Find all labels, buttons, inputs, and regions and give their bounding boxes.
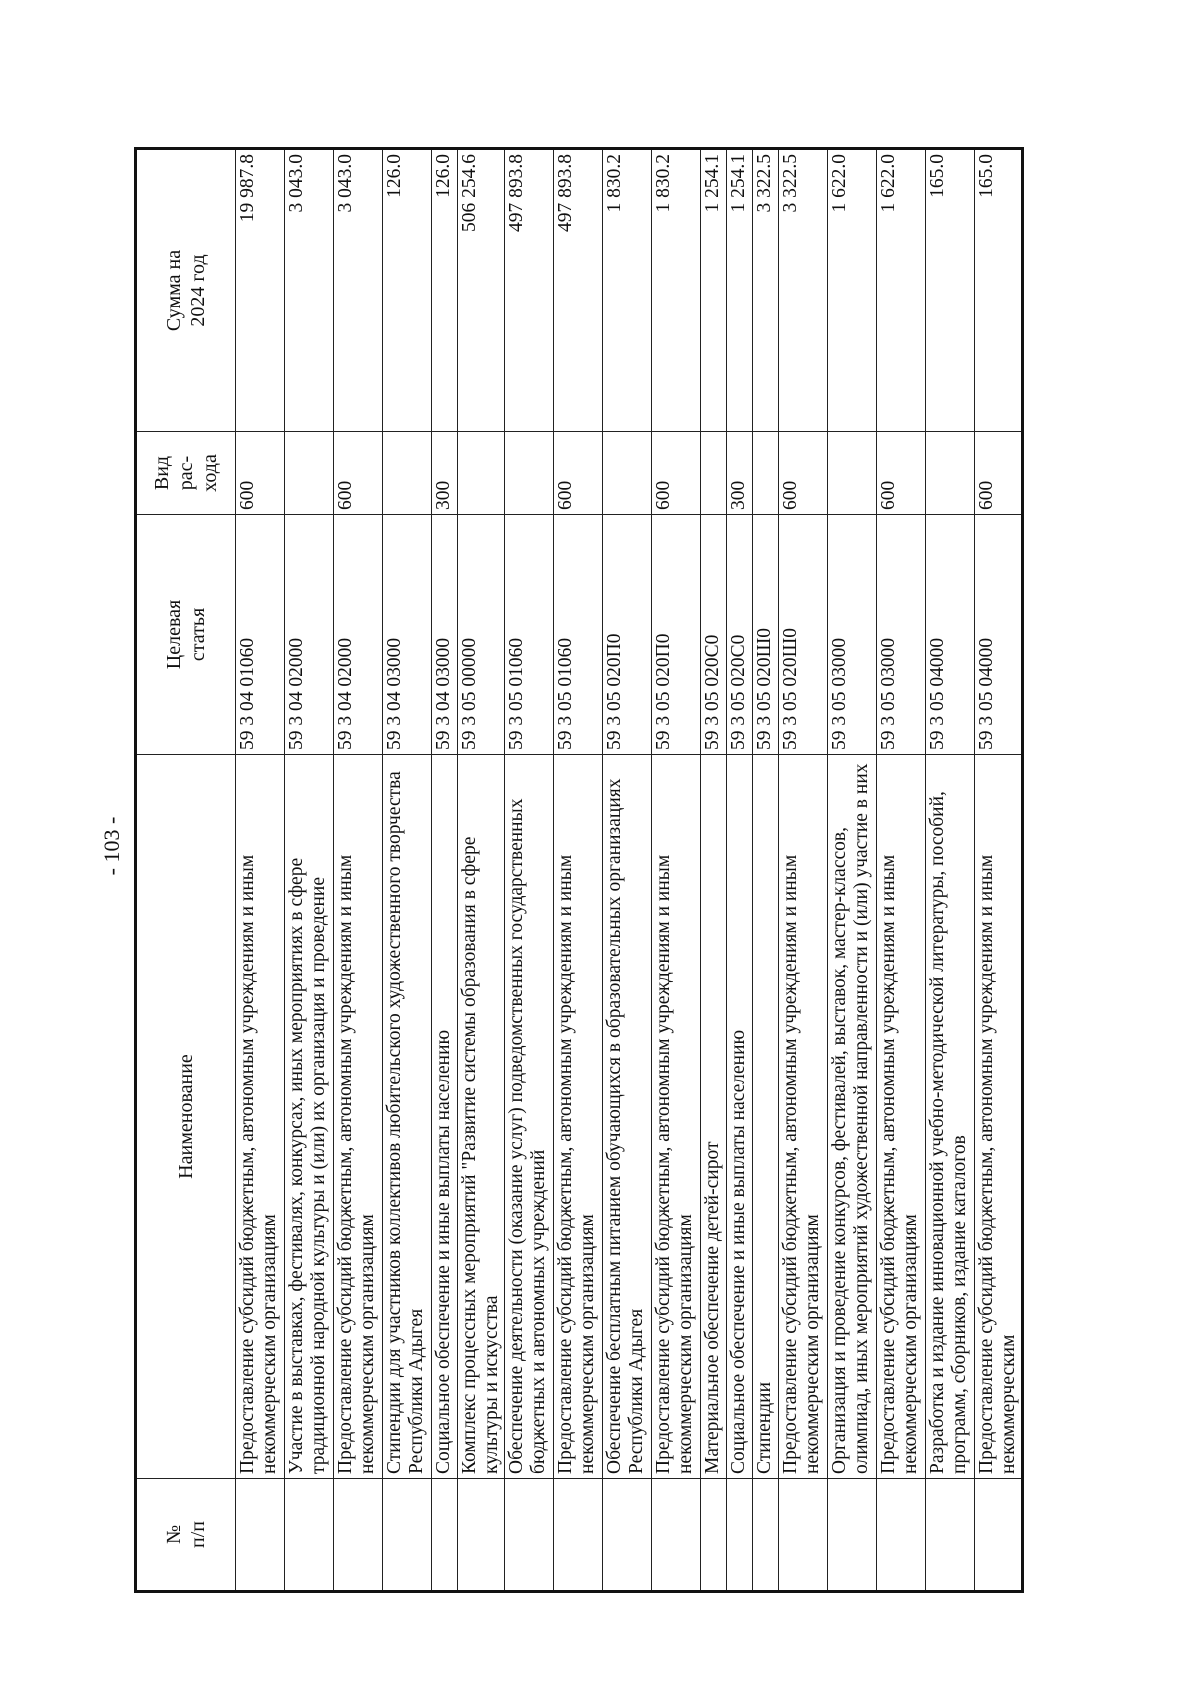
cell-name: Предоставление субсидий бюджетным, автономным учреждениям и иным некоммерческим организациям xyxy=(652,755,701,1479)
cell-type xyxy=(458,432,505,515)
cell-name: Обеспечение деятельности (оказание услуг) подведомственных государственных бюджетных и автономных учреждений xyxy=(505,755,554,1479)
cell-name: Обеспечение бесплатным питанием обучающихся в образовательных организациях Республики Адыгея xyxy=(603,755,652,1479)
cell-code: 59 3 05 020С0 xyxy=(727,515,753,755)
cell-num xyxy=(828,1479,877,1592)
table-row xyxy=(236,149,285,1592)
table-row xyxy=(652,149,701,1592)
cell-code: 59 3 04 02000 xyxy=(334,515,383,755)
cell-code: 59 3 05 03000 xyxy=(877,515,926,755)
header-code xyxy=(136,515,236,755)
cell-num xyxy=(236,1479,285,1592)
cell-sum: 1 622.0 xyxy=(877,149,926,432)
cell-sum: 1 622.0 xyxy=(828,149,877,432)
cell-num xyxy=(432,1479,458,1592)
header-type-line-1: Вид xyxy=(151,455,173,491)
cell-type: 600 xyxy=(779,432,828,515)
cell-code: 59 3 05 020С0 xyxy=(701,515,727,755)
header-type xyxy=(136,432,236,515)
cell-type xyxy=(926,432,975,515)
cell-name: Предоставление субсидий бюджетным, автономным учреждениям и иным некоммерческим организациям xyxy=(877,755,926,1479)
cell-type: 600 xyxy=(652,432,701,515)
table-row xyxy=(727,149,753,1592)
table-row xyxy=(926,149,975,1592)
table-row xyxy=(828,149,877,1592)
cell-num xyxy=(753,1479,779,1592)
table-row xyxy=(603,149,652,1592)
cell-code: 59 3 05 020П0 xyxy=(603,515,652,755)
cell-num xyxy=(877,1479,926,1592)
header-sum xyxy=(136,149,236,432)
header-type-line-3: хода xyxy=(199,454,221,492)
table-row xyxy=(383,149,432,1592)
header-sum-line-1: Сумма на xyxy=(163,249,185,332)
cell-num xyxy=(334,1479,383,1592)
table-row xyxy=(554,149,603,1592)
table-row xyxy=(975,149,1023,1592)
table-row xyxy=(753,149,779,1592)
cell-sum: 506 254.6 xyxy=(458,149,505,432)
cell-code: 59 3 05 020Ш0 xyxy=(753,515,779,755)
table-row xyxy=(285,149,334,1592)
cell-code: 59 3 05 03000 xyxy=(828,515,877,755)
cell-sum: 497 893.8 xyxy=(505,149,554,432)
table-header-row xyxy=(136,149,236,1592)
cell-type: 300 xyxy=(727,432,753,515)
cell-sum: 126.0 xyxy=(383,149,432,432)
cell-name: Разработка и издание инновационной учебно-методической литературы, пособий, программ, сборников, издание каталогов xyxy=(926,755,975,1479)
cell-code: 59 3 05 00000 xyxy=(458,515,505,755)
table-row xyxy=(458,149,505,1592)
cell-code: 59 3 05 01060 xyxy=(554,515,603,755)
cell-num xyxy=(779,1479,828,1592)
cell-sum: 126.0 xyxy=(432,149,458,432)
cell-name: Социальное обеспечение и иные выплаты населению xyxy=(432,755,458,1479)
cell-type: 600 xyxy=(334,432,383,515)
cell-type xyxy=(383,432,432,515)
cell-sum: 19 987.8 xyxy=(236,149,285,432)
cell-name: Организация и проведение конкурсов, фестивалей, выставок, мастер-классов, олимпиад, иных мероприятий художественной направленности и (или) участие в них xyxy=(828,755,877,1479)
cell-num xyxy=(383,1479,432,1592)
table-row xyxy=(432,149,458,1592)
cell-sum: 3 043.0 xyxy=(334,149,383,432)
cell-type xyxy=(828,432,877,515)
cell-code: 59 3 05 04000 xyxy=(926,515,975,755)
cell-type: 300 xyxy=(432,432,458,515)
cell-name: Предоставление субсидий бюджетным, автономным учреждениям и иным некоммерческим организациям xyxy=(236,755,285,1479)
cell-num xyxy=(285,1479,334,1592)
cell-num xyxy=(554,1479,603,1592)
cell-type: 600 xyxy=(554,432,603,515)
cell-num xyxy=(603,1479,652,1592)
cell-sum: 1 254.1 xyxy=(727,149,753,432)
cell-type xyxy=(603,432,652,515)
cell-type xyxy=(753,432,779,515)
cell-name: Комплекс процессных мероприятий "Развитие системы образования в сфере культуры и искусства xyxy=(458,755,505,1479)
cell-code: 59 3 04 02000 xyxy=(285,515,334,755)
header-code-line-1: Целевая xyxy=(163,599,185,670)
cell-code: 59 3 04 03000 xyxy=(432,515,458,755)
cell-type xyxy=(701,432,727,515)
cell-name: Участие в выставках, фестивалях, конкурсах, иных мероприятиях в сфере традиционной народной культуры и (или) их организация и проведение xyxy=(285,755,334,1479)
table-row xyxy=(701,149,727,1592)
cell-name: Предоставление субсидий бюджетным, автономным учреждениям и иным некоммерческим xyxy=(975,755,1023,1479)
header-name: Наименование xyxy=(136,755,236,1479)
table-row xyxy=(505,149,554,1592)
cell-name: Предоставление субсидий бюджетным, автономным учреждениям и иным некоммерческим организациям xyxy=(334,755,383,1479)
page-number: - 103 - xyxy=(99,816,124,876)
cell-name: Предоставление субсидий бюджетным, автономным учреждениям и иным некоммерческим организациям xyxy=(554,755,603,1479)
header-code-line-2: статья xyxy=(187,607,209,662)
cell-type: 600 xyxy=(236,432,285,515)
cell-code: 59 3 04 01060 xyxy=(236,515,285,755)
cell-num xyxy=(505,1479,554,1592)
cell-code: 59 3 05 020П0 xyxy=(652,515,701,755)
header-type-line-2: рас- xyxy=(175,455,197,491)
rotated-table-container xyxy=(134,150,1137,1593)
budget-table xyxy=(134,147,1024,1593)
table-row xyxy=(779,149,828,1592)
cell-num xyxy=(926,1479,975,1592)
cell-name: Предоставление субсидий бюджетным, автономным учреждениям и иным некоммерческим организациям xyxy=(779,755,828,1479)
cell-name: Социальное обеспечение и иные выплаты населению xyxy=(727,755,753,1479)
cell-sum: 497 893.8 xyxy=(554,149,603,432)
cell-num xyxy=(458,1479,505,1592)
cell-name: Материальное обеспечение детей-сирот xyxy=(701,755,727,1479)
cell-num xyxy=(652,1479,701,1592)
cell-sum: 165.0 xyxy=(926,149,975,432)
cell-sum: 3 043.0 xyxy=(285,149,334,432)
cell-num xyxy=(975,1479,1023,1592)
cell-sum: 1 830.2 xyxy=(652,149,701,432)
table-row xyxy=(334,149,383,1592)
cell-code: 59 3 05 01060 xyxy=(505,515,554,755)
cell-type xyxy=(505,432,554,515)
header-num-line-1: № xyxy=(163,1524,185,1545)
cell-code: 59 3 04 03000 xyxy=(383,515,432,755)
cell-type: 600 xyxy=(877,432,926,515)
cell-type xyxy=(285,432,334,515)
cell-type: 600 xyxy=(975,432,1023,515)
cell-num xyxy=(727,1479,753,1592)
cell-name: Стипендии для участников коллективов любительского художественного творчества Республики Адыгея xyxy=(383,755,432,1479)
cell-name: Стипендии xyxy=(753,755,779,1479)
cell-code: 59 3 05 04000 xyxy=(975,515,1023,755)
table-row xyxy=(877,149,926,1592)
cell-sum: 1 830.2 xyxy=(603,149,652,432)
cell-sum: 3 322.5 xyxy=(779,149,828,432)
cell-num xyxy=(701,1479,727,1592)
cell-sum: 1 254.1 xyxy=(701,149,727,432)
header-sum-line-2: 2024 год xyxy=(187,254,209,327)
cell-sum: 165.0 xyxy=(975,149,1023,432)
cell-code: 59 3 05 020Ш0 xyxy=(779,515,828,755)
header-num xyxy=(136,1479,236,1592)
header-num-line-2: п/п xyxy=(187,1521,209,1548)
cell-sum: 3 322.5 xyxy=(753,149,779,432)
